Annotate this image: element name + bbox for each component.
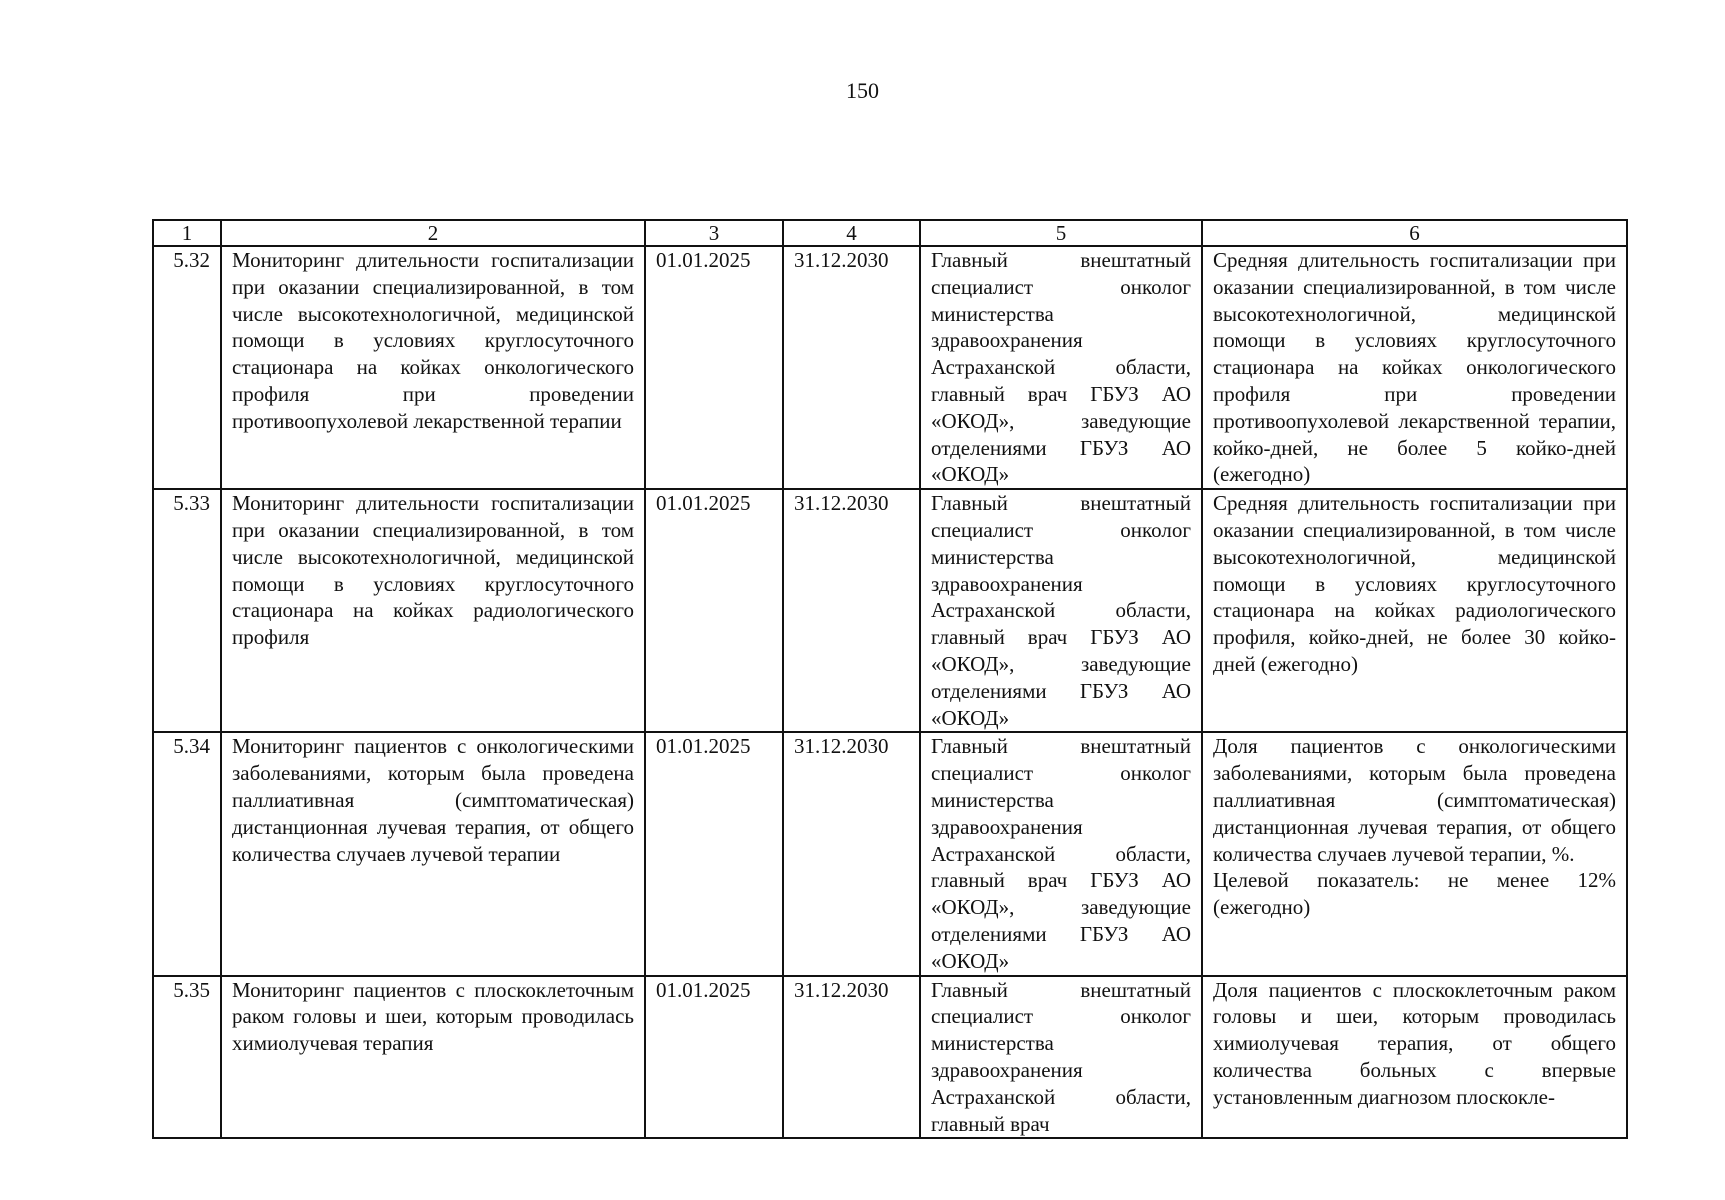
table-row [153,246,1627,489]
event-cell: Мониторинг длительности госпитализации при оказании специализированной, в том числе высокотехнологичной, медицинской помощи в условиях круглосуточного стационара на койках онкологического профиля при проведении противоопухолевой лекарственной терапии [221,246,645,489]
responsible-cell: Главный внештатный специалист онколог министерства здравоохранения Астраханской области, главный врач ГБУЗ АО «ОКОД», заведующие отделениями ГБУЗ АО «ОКОД» [920,489,1202,732]
measures-table [152,219,1628,1139]
result-cell [1202,732,1627,975]
column-header: 3 [645,220,783,246]
result-text: Доля пациентов с онкологическими заболеваниями, которым была проведена паллиативная (симптоматическая) дистанционная лучевая терапия, от общего количества случаев лучевой терапии, %. [1213,734,1616,866]
result-cell: Средняя длительность госпитализации при оказании специализированной, в том числе высокотехнологичной, медицинской помощи в условиях круглосуточного стационара на койках онкологического профиля при проведении противоопухолевой лекарственной терапии, койко-дней, не более 5 койко-дней (ежегодно) [1202,246,1627,489]
column-header: 4 [783,220,920,246]
start-date-cell: 01.01.2025 [645,732,783,975]
column-header: 2 [221,220,645,246]
end-date-cell: 31.12.2030 [783,732,920,975]
column-header: 6 [1202,220,1627,246]
responsible-cell: Главный внештатный специалист онколог министерства здравоохранения Астраханской области, главный врач ГБУЗ АО «ОКОД», заведующие отделениями ГБУЗ АО «ОКОД» [920,732,1202,975]
table-row [153,489,1627,732]
start-date-cell: 01.01.2025 [645,976,783,1139]
table-header-row [153,220,1627,246]
responsible-cell: Главный внештатный специалист онколог министерства здравоохранения Астраханской области, главный врач ГБУЗ АО «ОКОД», заведующие отделениями ГБУЗ АО «ОКОД» [920,246,1202,489]
result-cell: Доля пациентов с плоскоклеточным раком головы и шеи, которым проводилась химиолучевая терапия, от общего количества больных с впервые установленным диагнозом плоскокле- [1202,976,1627,1139]
end-date-cell: 31.12.2030 [783,489,920,732]
end-date-cell: 31.12.2030 [783,246,920,489]
row-number: 5.33 [153,489,221,732]
row-number: 5.32 [153,246,221,489]
column-header: 5 [920,220,1202,246]
row-number: 5.34 [153,732,221,975]
table-row [153,976,1627,1139]
event-cell: Мониторинг пациентов с плоскоклеточным раком головы и шеи, которым проводилась химиолучевая терапия [221,976,645,1139]
start-date-cell: 01.01.2025 [645,246,783,489]
start-date-cell: 01.01.2025 [645,489,783,732]
end-date-cell: 31.12.2030 [783,976,920,1139]
page-number: 150 [846,78,879,103]
row-number: 5.35 [153,976,221,1139]
result-cell: Средняя длительность госпитализации при оказании специализированной, в том числе высокотехнологичной, медицинской помощи в условиях круглосуточного стационара на койках радиологического профиля, койко-дней, не более 30 койко-дней (ежегодно) [1202,489,1627,732]
responsible-cell: Главный внештатный специалист онколог министерства здравоохранения Астраханской области, главный врач [920,976,1202,1139]
table-row [153,732,1627,975]
event-cell: Мониторинг длительности госпитализации при оказании специализированной, в том числе высокотехнологичной, медицинской помощи в условиях круглосуточного стационара на койках радиологического профиля [221,489,645,732]
event-cell: Мониторинг пациентов с онкологическими заболеваниями, которым была проведена паллиативная (симптоматическая) дистанционная лучевая терапия, от общего количества случаев лучевой терапии [221,732,645,975]
column-header: 1 [153,220,221,246]
target-indicator-text: Целевой показатель: не менее 12% (ежегодно) [1213,868,1616,920]
